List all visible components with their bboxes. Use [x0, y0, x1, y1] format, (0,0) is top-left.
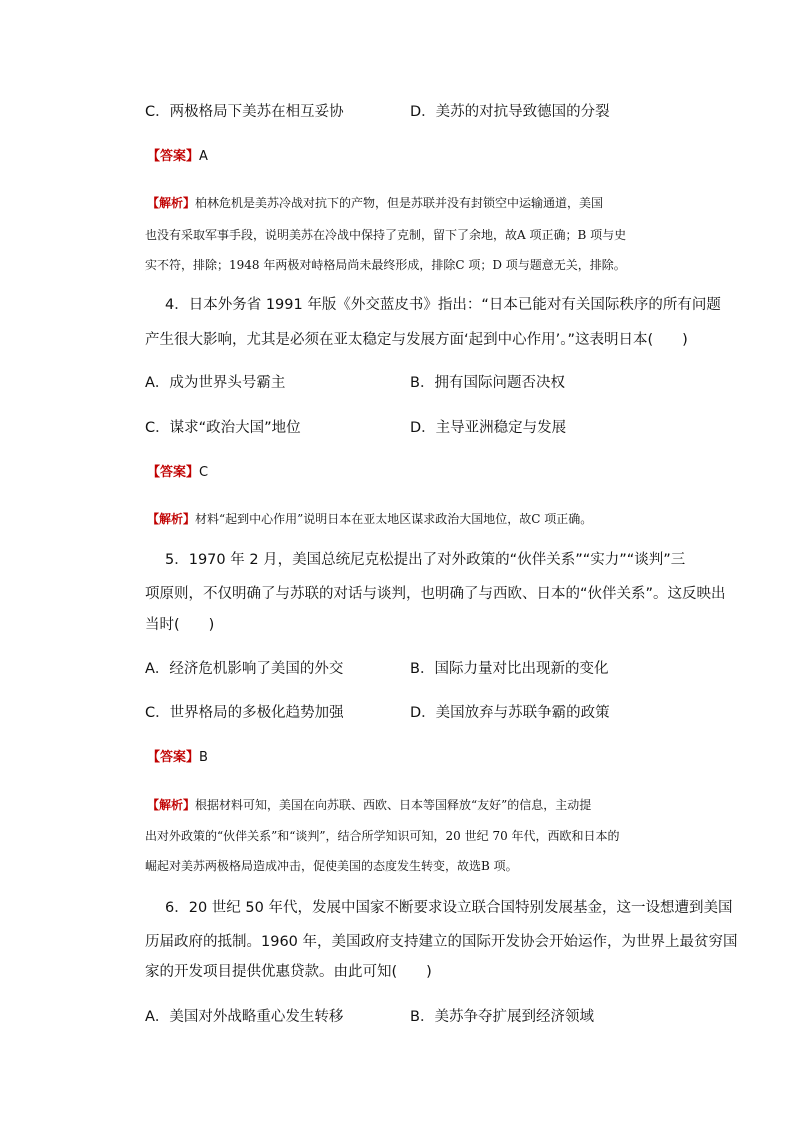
- q6-stem-line2: 历届政府的抵制。1960 年，美国政府支持建立的国际开发协会开始运作，为世界上最贫穷国: [145, 934, 738, 950]
- q5-stem-line2: 项原则，不仅明确了与苏联的对话与谈判，也明确了与西欧、日本的“伙伴关系”。这反映出: [145, 586, 726, 602]
- q5-option-b: B．国际力量对比出现新的变化: [410, 661, 609, 677]
- q3-option-d: D．美苏的对抗导致德国的分裂: [410, 104, 610, 120]
- q5-stem-line3: 当时( ): [145, 617, 215, 633]
- q6-stem-line3: 家的开发项目提供优惠贷款。由此可知( ): [145, 964, 432, 980]
- q3-explain-line2: 也没有采取军事手段，说明美苏在冷战中保持了克制，留下了余地，故A 项正确；B 项与史: [145, 228, 627, 242]
- q4-option-d: D．主导亚洲稳定与发展: [410, 420, 567, 436]
- answer-tag: 【答案】: [147, 149, 200, 164]
- q5-option-d: D．美国放弃与苏联争霸的政策: [410, 705, 610, 721]
- explain-tag: 【解析】: [147, 798, 196, 812]
- q5-explain-line1: [147, 796, 591, 814]
- answer-value: C: [199, 465, 209, 480]
- q4-answer: [147, 464, 208, 482]
- explain-tag: 【解析】: [147, 196, 196, 210]
- answer-value: A: [199, 149, 208, 164]
- q5-stem-line1: 5．1970 年 2 月，美国总统尼克松提出了对外政策的“伙伴关系”“实力”“谈判”三: [165, 552, 686, 568]
- q5-option-c: C．世界格局的多极化趋势加强: [145, 705, 344, 721]
- explain-text: 根据材料可知，美国在向苏联、西欧、日本等国释放“友好”的信息，主动提: [195, 798, 592, 812]
- q4-option-b: B．拥有国际问题否决权: [410, 375, 565, 391]
- q6-stem-line1: 6．20 世纪 50 年代，发展中国家不断要求设立联合国特别发展基金，这一设想遭到美国: [165, 900, 733, 916]
- q6-option-a: A．美国对外战略重心发生转移: [145, 1009, 344, 1025]
- answer-value: B: [199, 750, 208, 765]
- q6-option-b: B．美苏争夺扩展到经济领域: [410, 1009, 594, 1025]
- q5-option-a: A．经济危机影响了美国的外交: [145, 661, 344, 677]
- q3-explain-line1: [147, 194, 603, 212]
- q5-explain-line2: 出对外政策的“伙伴关系”和“谈判”，结合所学知识可知，20 世纪 70 年代，西欧和日本的: [145, 829, 620, 843]
- explain-tag: 【解析】: [147, 512, 196, 526]
- q3-answer: [147, 148, 208, 166]
- q5-answer: [147, 749, 208, 767]
- q4-option-a: A．成为世界头号霸主: [145, 375, 286, 391]
- q4-stem-line2: 产生很大影响，尤其是必须在亚太稳定与发展方面‘起到中心作用’。”这表明日本( ): [145, 332, 688, 348]
- q4-explain-line1: [147, 510, 592, 528]
- explain-text: 柏林危机是美苏冷战对抗下的产物，但是苏联并没有封锁空中运输通道，美国: [195, 196, 604, 210]
- q3-option-c: C．两极格局下美苏在相互妥协: [145, 104, 344, 120]
- q4-option-c: C．谋求“政治大国”地位: [145, 420, 301, 436]
- answer-tag: 【答案】: [147, 750, 200, 765]
- answer-tag: 【答案】: [147, 465, 200, 480]
- q4-stem-line1: 4．日本外务省 1991 年版《外交蓝皮书》指出：“日本已能对有关国际秩序的所有问题: [165, 297, 721, 313]
- explain-text: 材料“起到中心作用”说明日本在亚太地区谋求政治大国地位，故C 项正确。: [195, 512, 593, 526]
- q3-explain-line3: 实不符，排除；1948 年两极对峙格局尚未最终形成，排除C 项；D 项与题意无关，排除。: [145, 258, 626, 272]
- q5-explain-line3: 崛起对美苏两极格局造成冲击，促使美国的态度发生转变，故选B 项。: [145, 859, 518, 873]
